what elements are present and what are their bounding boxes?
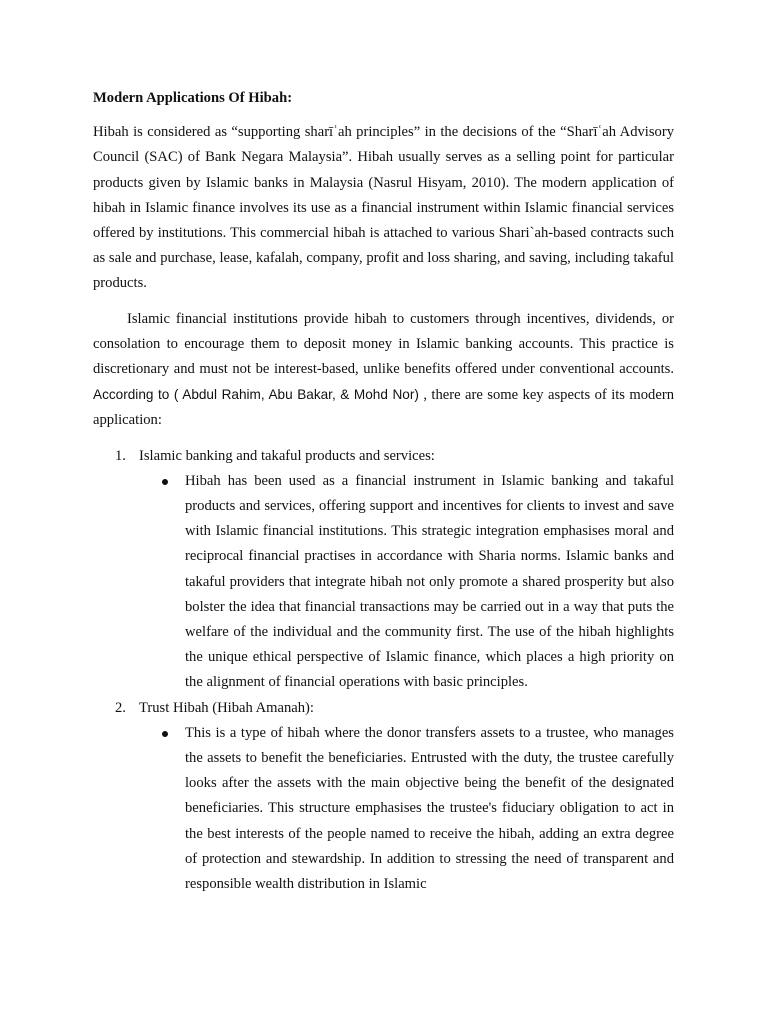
bullet-point — [93, 721, 674, 897]
bullet-icon — [162, 479, 168, 485]
list-item-number: 2. — [115, 699, 126, 716]
bullet-text: This is a type of hibah where the donor transfers assets to a trustee, who manages the assets to benefit the beneficiaries. Entrusted with the duty, the trustee carefully looks after the assets with the main objective being the benefit of the designated beneficiaries. This structure emphasises the trustee's fiduciary obligation to act in the best interests of the people named to receive the hibah, adding an extra degree of protection and stewardship. In addition to stressing the need of transparent and responsible wealth distribution in Islamic — [185, 724, 674, 893]
bullet-icon — [162, 731, 168, 737]
second-paragraph — [93, 307, 674, 434]
list-item-heading — [93, 696, 674, 721]
list-item — [93, 444, 674, 696]
list-item-heading — [93, 444, 674, 469]
section-heading: Modern Applications Of Hibah: — [93, 90, 293, 106]
list-item-title: Islamic banking and takaful products and services: — [139, 447, 435, 464]
list-item-title: Trust Hibah (Hibah Amanah): — [139, 699, 314, 716]
paragraph-text: Islamic financial institutions provide hibah to customers through incentives, dividends, or consolation to encourage them to deposit money in Islamic banking accounts. This practice is discretionary and must not be interest-based, unlike benefits offered under conventional accounts. — [93, 310, 674, 378]
paragraph-text-end: , there are some key aspects of its modern application: — [93, 387, 674, 429]
aspects-list — [93, 444, 674, 898]
intro-paragraph: Hibah is considered as “supporting sharīʿah principles” in the decisions of the “Sharīʿah Advisory Council (SAC) of Bank Negara Malaysia”. Hibah usually serves as a selling point for particular products given by Islamic banks in Malaysia (Nasrul Hisyam, 2010). The modern application of hibah in Islamic finance involves its use as a financial instrument within Islamic financial services offered by institutions. This commercial hibah is attached to various Shari`ah-based contracts such as sale and purchase, lease, kafalah, company, profit and loss sharing, and saving, including takaful products. — [93, 124, 674, 292]
bullet-text: Hibah has been used as a financial instrument in Islamic banking and takaful products and services, offering support and incentives for clients to invest and save with Islamic financial institutions. This strategic integration emphasises moral and reciprocal financial practises in accordance with Sharia norms. Islamic banks and takaful providers that integrate hibah not only promote a shared prosperity but also bolster the idea that financial transactions may be carried out in a way that puts the welfare of the individual and the community first. The use of the hibah highlights the unique ethical perspective of Islamic finance, which places a high priority on the alignment of financial operations with basic principles. — [185, 472, 674, 691]
bullet-point — [93, 469, 674, 696]
document-page — [93, 86, 674, 897]
list-item-number: 1. — [115, 447, 126, 464]
list-item — [93, 696, 674, 898]
citation-text: According to ( Abdul Rahim, Abu Bakar, & Mohd Nor) — [93, 387, 419, 403]
